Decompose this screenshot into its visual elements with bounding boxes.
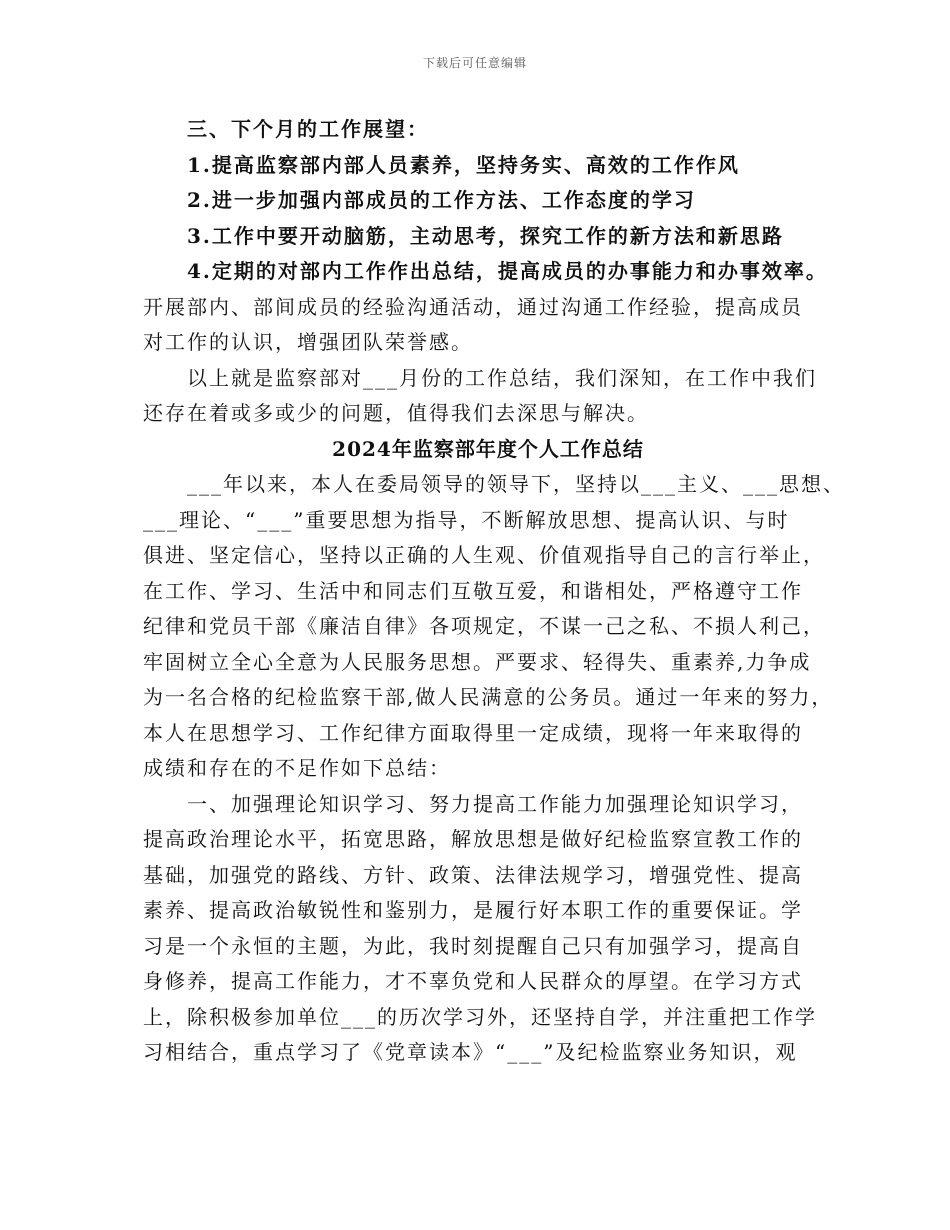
paragraph-line: 身修养，提高工作能力，才不辜负党和人民群众的厚望。在学习方式	[143, 969, 803, 993]
paragraph-line: 一、加强理论知识学习、努力提高工作能力加强理论知识学习，	[187, 791, 803, 816]
paragraph-line: ___年以来，本人在委局领导的领导下，坚持以___主义、___思想、	[187, 472, 845, 496]
paragraph-line: 习是一个永恒的主题，为此，我时刻提醒自己只有加强学习，提高自	[143, 933, 803, 958]
outlook-item: 2.进一步加强内部成员的工作方法、工作态度的学习	[187, 188, 696, 212]
report-title: 2024年监察部年度个人工作总结	[332, 436, 644, 461]
paragraph-line: 开展部内、部间成员的经验沟通活动，通过沟通工作经验，提高成员	[143, 294, 803, 319]
paragraph-line: 基础，加强党的路线、方针、政策、法律法规学习，增强党性、提高	[143, 862, 803, 887]
header-note: 下载后可任意编辑	[422, 56, 527, 70]
paragraph-line: 还存在着或多或少的问题，值得我们去深思与解决。	[143, 401, 649, 425]
paragraph-line: 提高政治理论水平，拓宽思路，解放思想是做好纪检监察宣教工作的	[143, 827, 803, 851]
paragraph-line: 为一名合格的纪检监察干部,做人民满意的公务员。通过一年来的努力，	[143, 685, 834, 709]
paragraph-line: 成绩和存在的不足作如下总结：	[143, 756, 451, 780]
paragraph-line: ___理论、“___”重要思想为指导，不断解放思想、提高认识、与时	[143, 507, 790, 532]
outlook-item: 1.提高监察部内部人员素养，坚持务实、高效的工作作风	[187, 152, 740, 177]
section-heading: 三、下个月的工作展望：	[187, 117, 429, 141]
outlook-item: 4.定期的对部内工作作出总结，提高成员的办事能力和办事效率。	[187, 259, 828, 283]
paragraph-line: 上，除积极参加单位___的历次学习外，还坚持自学，并注重把工作学	[143, 1004, 817, 1029]
paragraph-line: 本人在思想学习、工作纪律方面取得里一定成绩，现将一年来取得的	[143, 720, 803, 745]
paragraph-line: 俱进、坚定信心，坚持以正确的人生观、价值观指导自己的言行举止，	[143, 543, 825, 567]
paragraph-line: 纪律和党员干部《廉洁自律》各项规定，不谋一己之私、不损人利己，	[143, 614, 825, 638]
paragraph-line: 素养、提高政治敏锐性和鉴别力，是履行好本职工作的重要保证。学	[143, 898, 803, 922]
paragraph-line: 习相结合，重点学习了《党章读本》“___”及纪检监察业务知识，观	[143, 1040, 798, 1064]
outlook-item: 3.工作中要开动脑筋，主动思考，探究工作的新方法和新思路	[187, 223, 784, 248]
paragraph-line: 对工作的认识，增强团队荣誉感。	[143, 330, 473, 354]
paragraph-line: 以上就是监察部对___月份的工作总结，我们深知，在工作中我们	[187, 365, 817, 390]
paragraph-line: 在工作、学习、生活中和同志们互敬互爱，和谐相处，严格遵守工作	[143, 578, 803, 603]
document-body	[143, 112, 845, 1071]
paragraph-line: 牢固树立全心全意为人民服务思想。严要求、轻得失、重素养,力争成	[143, 649, 812, 674]
